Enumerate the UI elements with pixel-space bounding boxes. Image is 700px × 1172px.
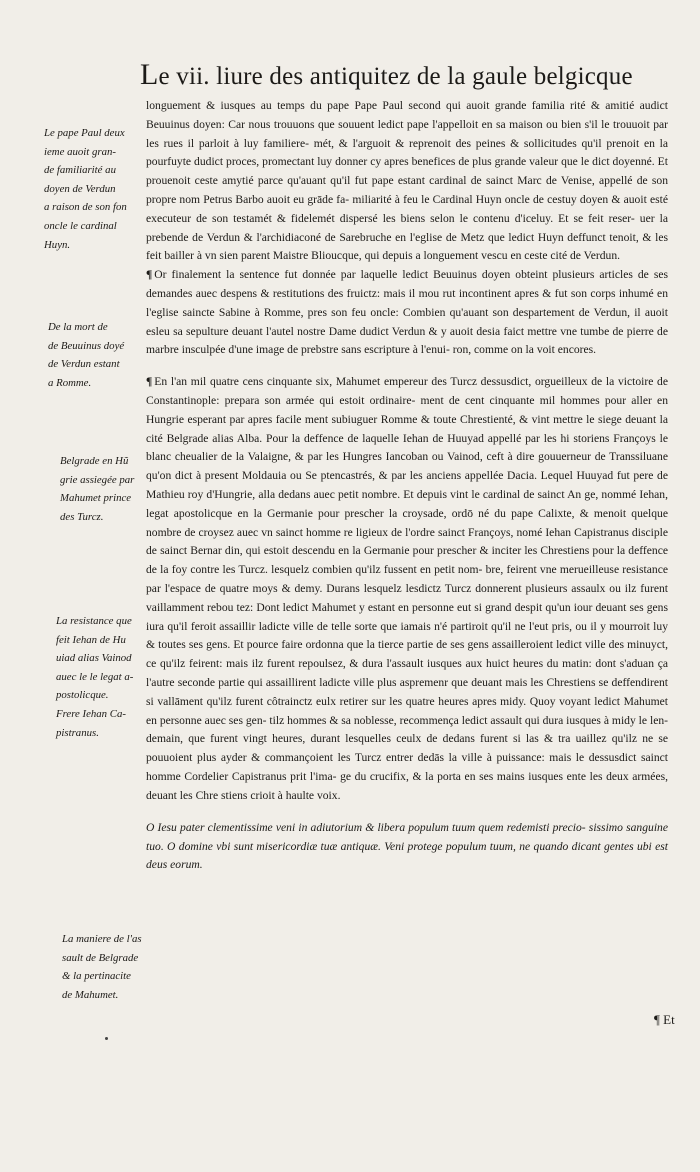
running-head-text: e vii. liure des antiquitez de la gaule belgicque bbox=[158, 63, 633, 90]
margin-note-resistance: La resistance que feit Iehan de Hu uiad alias Vainod auec le le legat a- postolicque. Frere Iehan Ca- pistranus. bbox=[56, 615, 134, 739]
main-text-column bbox=[146, 97, 668, 875]
paragraph-3 bbox=[146, 373, 668, 805]
paragraph-1: longuement & iusques au temps du pape Pape Paul second qui auoit grande familia rité & amitié audict Beuuinus doyen: Car nous trouuons que souuent ledict pape l'appelloit en sa maison ou bien s'il le trouuoit par les rues il parloit à luy familiere- mét, & l'arguoit & reprenoit des peines & sollicitudes qu'il prenoit en la pourfuyte dudict proces, promectant luy donner cy apres benefices de plus grande valeur que le dict doyenné. Et prouenoit ceste amytié parce qu'auant qu'il fut pape estant cardinal de sainct Marc de Venise, appellé de son propre nom Petrus Barbo auoit eu grāde fa- miliarité à feu le Cardinal Huyn oncle de cestuy doyen & auoit esté executeur de son testamét & fidelemét dispersé les biens selon le contenu d'iceluy. Et se feit reser- uer la prebende de Verdun & l'archidiaconé de Sarebruche en l'eglise de Metz que ledict Huyn deffunct tenoit, & les feit bailler à vn sien parent Maistre Blioucque, qui depuis a longuement vescu en ceste cité de Verdun. bbox=[146, 99, 668, 263]
margin-note-belgrade-siege: Belgrade en Hũ grie assiegée par Mahumet prince des Turcz. bbox=[60, 455, 135, 523]
latin-prayer: O Iesu pater clementissime veni in adiutorium & libera populum tuum quem redemisti precio- sissimo sanguine tuo. O domine vbi sunt misericordiæ tuæ antiquæ. Veni protege populum tuum, ne quando dicant gentes ubi est deus eorum. bbox=[146, 821, 668, 872]
catchword: ¶ Et bbox=[654, 1012, 675, 1027]
ink-dot bbox=[105, 1037, 108, 1040]
margin-note-assault: La maniere de l'as sault de Belgrade & la pertinacite de Mahumet. bbox=[62, 933, 142, 1001]
margin-note-death-of-beuuinus: De la mort de de Beuuinus doyé de Verdun estant a Romme. bbox=[48, 321, 125, 389]
pilcrow-mark: ¶ bbox=[146, 268, 153, 282]
paragraph-3-text: En l'an mil quatre cens cinquante six, Mahumet empereur des Turcz dessusdict, orgueilleux de la victoire de Constantinople: prepara son armée qui estoit ordinaire- ment de cent cinquante mil hommes pour aller en Hungrie esperant par apres facile ment subiuguer Romme & toute Chrestienté, & vint mettre le siege deuant la cité Belgrade alias Alba. Pour la deffence de laquelle Iehan de Huuyad appellé par les hi storiens Françoys le blanc cheualier de la Valaigne, & par les Hungres Iancoban ou Vainod, ceft à dire gouuerneur de Transsiluane qu'on dict à present Moldauia ou Se ptencastrés, & par les anciens appellée Dacia. Lequel Huuyad fut pere de Mathieu roy d'Hungrie, alla dedans auec petit nombre. Et depuis vint le cardinal de sainct An ge, nommé Iehan, legat apostolicque en la Germanie pour prescher la croysade, ordō né du pape Calixte, & menoit quelque nombre de croysez auec vn sainct homme re ligieux de l'ordre sainct Françoys, nomé Iehan Capistranus disciple de sainct Bernar din, qui estoit descendu en la Germanie pour prescher & inciter les Chrestiens pour la deffence de la foy contre les Turcz. lesquelz combien qu'ilz fussent en petit nom- bre, feirent vne merueilleuse resistance par l'espace de quatre moys & demy. Durans lesquelz lesdictz Turcz donnerent plusieurs assaulx ou ilz furent vaillamment rebou tez: Dont ledict Mahumet y estant en personne eut si grand despit qu'un iour deuant ses gens iura qu'il feroit assaillir ladicte ville de telle sorte que iamais n'é partiroit qu'il ne l'eut pris, ou il y mourroit luy & toutes ses gens. Et pource faire ordonna que la tierce partie de ses gens assailleroient ledict ville des minuyct, ce qu'ilz feirent: mais ilz furent repoulsez, & dura l'assault iusques aux huict heures du matin: dont s'aduan ça l'autre seconde partie qui assaillirent ladicte ville plus aspremenr que deuant mais les Chrestiens se deffendirent si vallāment qu'ilz furent côtrainctz eulx retirer sur les quatre heures apres midy. Quoy voyant ledict Mahumet en personne auec ses gen- tilz hommes & sa noblesse, recommença ledict assault qui dura iusques à midy le len- demain, que furent vingt heures, durant lesquelles ceulx de dedans furent si las & tra uaillez qu'ilz ne se pouuoient plus ayder & commançoient les Turcz entrer dedās la ville à puissance: mais le dessusdict sainct homme Cordelier Capistranus prit l'ima- ge du crucifix, & la porta en ses mains iusques ente les deux armées, deuant les Chre stiens crioit à haulte voix. bbox=[146, 375, 668, 802]
pilcrow-mark: ¶ bbox=[146, 375, 153, 389]
running-head bbox=[140, 58, 670, 92]
margin-note-pope-paul: Le pape Paul deux ieme auoit gran- de familiarité au doyen de Verdun a raison de son fon oncle le cardinal Huyn. bbox=[44, 127, 127, 251]
paragraph-2-text: Or finalement la sentence fut donnée par laquelle ledict Beuuinus doyen obteint plusieurs articles de ses demandes auec despens & restitutions des fruictz: mais il mou rut incontinent apres & fut son corps inhumé en l'eglise saincte Sabine à Romme, pres son feu oncle: Combien qu'auant son despartement de Verdun, il auoit esleu sa sepulture deuant l'autel nostre Dame dudict Verdun & y auoit desia faict mettre vne tumbe de pierre de marbre insculpée d'une image de prebstre sans escripture à l'enui- ron, comme on la voit encores. bbox=[146, 268, 668, 357]
running-head-initial: L bbox=[140, 58, 159, 91]
paragraph-2 bbox=[146, 266, 668, 360]
